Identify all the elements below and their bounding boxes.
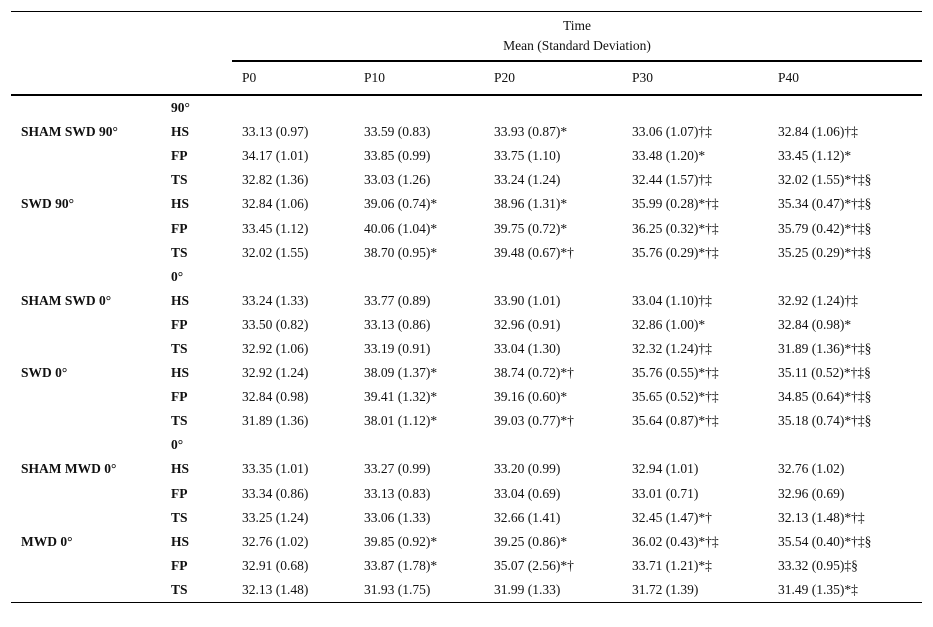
- value-cell: 35.54 (0.40)*†‡§: [778, 533, 872, 549]
- table-row: [11, 409, 922, 433]
- table-row: [11, 482, 922, 506]
- site-label: FP: [171, 316, 188, 332]
- value-cell: 32.45 (1.47)*†: [632, 509, 712, 525]
- value-cell: 38.70 (0.95)*: [364, 244, 438, 260]
- value-cell: 32.66 (1.41): [494, 509, 561, 525]
- value-cell: 31.89 (1.36)*†‡§: [778, 340, 872, 356]
- site-label: FP: [171, 389, 188, 405]
- value-cell: 33.04 (0.69): [494, 485, 561, 501]
- value-cell: 38.74 (0.72)*†: [494, 365, 574, 381]
- group-label: SWD 0°: [21, 365, 68, 381]
- value-cell: 35.76 (0.55)*†‡: [632, 365, 719, 381]
- value-cell: 33.04 (1.10)†‡: [632, 292, 712, 308]
- site-label: TS: [171, 244, 188, 260]
- value-cell: 31.93 (1.75): [354, 578, 484, 603]
- table-row: [11, 168, 922, 192]
- value-cell: 33.13 (0.83): [364, 485, 431, 501]
- value-cell: [484, 433, 622, 457]
- value-cell: 33.87 (1.78)*: [364, 557, 438, 573]
- value-cell: [768, 265, 922, 289]
- value-cell: 33.01 (0.71): [632, 485, 699, 501]
- value-cell: 39.48 (0.67)*†: [494, 244, 574, 260]
- value-cell: 35.76 (0.29)*†‡: [632, 244, 719, 260]
- value-cell: 33.50 (0.82): [242, 316, 309, 332]
- table-row: [11, 289, 922, 313]
- value-cell: 33.25 (1.24): [242, 509, 309, 525]
- value-cell: 33.45 (1.12)*: [778, 148, 852, 164]
- value-cell: 32.86 (1.00)*: [632, 316, 706, 332]
- table-row: [11, 95, 922, 120]
- value-cell: 32.13 (1.48): [232, 578, 354, 603]
- group-label: SHAM SWD 0°: [21, 292, 112, 308]
- value-cell: 38.01 (1.12)*: [364, 413, 438, 429]
- site-label: TS: [171, 413, 188, 429]
- stat-label: Mean (Standard Deviation): [503, 38, 651, 53]
- group-label: [11, 578, 166, 603]
- value-cell: 33.13 (0.86): [364, 316, 431, 332]
- value-cell: [484, 95, 622, 120]
- value-cell: 33.13 (0.97): [242, 124, 309, 140]
- value-cell: 40.06 (1.04)*: [364, 220, 438, 236]
- value-cell: 35.99 (0.28)*†‡: [632, 196, 719, 212]
- site-label: TS: [166, 578, 232, 603]
- group-label: [11, 337, 166, 361]
- value-cell: 32.76 (1.02): [242, 533, 309, 549]
- value-cell: 32.96 (0.69): [778, 485, 845, 501]
- value-cell: 33.20 (0.99): [494, 461, 561, 477]
- value-cell: 32.84 (0.98)*: [778, 316, 852, 332]
- value-cell: 39.03 (0.77)*†: [494, 413, 574, 429]
- value-cell: 33.85 (0.99): [364, 148, 431, 164]
- value-cell: 32.13 (1.48)*†‡: [778, 509, 865, 525]
- value-cell: 32.32 (1.24)†‡: [632, 340, 712, 356]
- value-cell: 39.41 (1.32)*: [364, 389, 438, 405]
- value-cell: 39.75 (0.72)*: [494, 220, 568, 236]
- value-cell: 35.11 (0.52)*†‡§: [778, 365, 871, 381]
- site-label: HS: [171, 124, 190, 140]
- value-cell: 31.49 (1.35)*‡: [768, 578, 922, 603]
- value-cell: 39.06 (0.74)*: [364, 196, 438, 212]
- value-cell: 32.94 (1.01): [632, 461, 699, 477]
- value-cell: 34.85 (0.64)*†‡§: [778, 389, 872, 405]
- group-label: [11, 433, 166, 457]
- value-cell: 35.64 (0.87)*†‡: [632, 413, 719, 429]
- group-label: SWD 90°: [21, 196, 75, 212]
- value-cell: 39.16 (0.60)*: [494, 389, 568, 405]
- value-cell: [622, 265, 768, 289]
- value-cell: 31.72 (1.39): [622, 578, 768, 603]
- table-row: [11, 554, 922, 578]
- table-header: [11, 12, 922, 96]
- column-header-p0: P0: [232, 61, 354, 95]
- value-cell: 35.79 (0.42)*†‡§: [778, 220, 872, 236]
- value-cell: 36.25 (0.32)*†‡: [632, 220, 719, 236]
- value-cell: [232, 265, 354, 289]
- value-cell: 32.92 (1.24)†‡: [778, 292, 858, 308]
- value-cell: 32.84 (0.98): [242, 389, 309, 405]
- site-label: HS: [171, 292, 190, 308]
- value-cell: [768, 433, 922, 457]
- site-label: HS: [171, 365, 190, 381]
- group-label: [11, 144, 166, 168]
- group-label: [11, 168, 166, 192]
- table-row: [11, 241, 922, 265]
- value-cell: [622, 95, 768, 120]
- site-label: 0°: [171, 268, 184, 284]
- value-cell: 33.32 (0.95)‡§: [778, 557, 858, 573]
- group-label: [11, 241, 166, 265]
- site-label: TS: [171, 172, 188, 188]
- column-header-p30: P30: [622, 61, 768, 95]
- value-cell: [354, 265, 484, 289]
- value-cell: [768, 95, 922, 120]
- group-label: [11, 216, 166, 240]
- value-cell: 31.99 (1.33): [484, 578, 622, 603]
- site-label: FP: [171, 557, 188, 573]
- value-cell: [232, 95, 354, 120]
- value-cell: 32.02 (1.55)*†‡§: [778, 172, 872, 188]
- value-cell: 32.02 (1.55): [242, 244, 309, 260]
- site-label: FP: [171, 220, 188, 236]
- value-cell: 33.35 (1.01): [242, 461, 309, 477]
- site-label: HS: [171, 196, 190, 212]
- data-table-container: [11, 11, 922, 603]
- value-cell: [622, 433, 768, 457]
- value-cell: 35.25 (0.29)*†‡§: [778, 244, 872, 260]
- value-cell: 33.34 (0.86): [242, 485, 309, 501]
- column-header-p40: P40: [768, 61, 922, 95]
- value-cell: 32.76 (1.02): [778, 461, 845, 477]
- table-row: [11, 265, 922, 289]
- value-cell: 32.92 (1.06): [242, 340, 309, 356]
- table-row: [11, 506, 922, 530]
- value-cell: 33.06 (1.33): [364, 509, 431, 525]
- table-body: [11, 95, 922, 602]
- site-label: 0°: [171, 437, 184, 453]
- column-header-p10: P10: [354, 61, 484, 95]
- value-cell: 38.96 (1.31)*: [494, 196, 568, 212]
- value-cell: 32.84 (1.06): [242, 196, 309, 212]
- site-label: 90°: [171, 100, 190, 116]
- site-label: HS: [171, 533, 190, 549]
- group-label: [11, 554, 166, 578]
- value-cell: 32.91 (0.68): [242, 557, 309, 573]
- value-cell: 35.18 (0.74)*†‡§: [778, 413, 872, 429]
- site-label: TS: [171, 340, 188, 356]
- group-label: MWD 0°: [21, 533, 73, 549]
- value-cell: 33.75 (1.10): [494, 148, 561, 164]
- table-row: [11, 385, 922, 409]
- table-row: [11, 578, 922, 603]
- table-row: [11, 216, 922, 240]
- table-row: [11, 457, 922, 481]
- value-cell: 32.82 (1.36): [242, 172, 309, 188]
- site-label: FP: [171, 485, 188, 501]
- table-row: [11, 120, 922, 144]
- value-cell: 32.84 (1.06)†‡: [778, 124, 858, 140]
- group-label: SHAM MWD 0°: [21, 461, 117, 477]
- value-cell: 33.93 (0.87)*: [494, 124, 568, 140]
- group-label: [11, 482, 166, 506]
- value-cell: 32.44 (1.57)†‡: [632, 172, 712, 188]
- value-cell: 38.09 (1.37)*: [364, 365, 438, 381]
- group-label: [11, 95, 166, 120]
- table-row: [11, 361, 922, 385]
- table-row: [11, 337, 922, 361]
- column-header-p20: P20: [484, 61, 622, 95]
- group-label: [11, 313, 166, 337]
- header-blank-cell: [11, 12, 232, 96]
- value-cell: [484, 265, 622, 289]
- value-cell: [354, 433, 484, 457]
- time-header-cell: [232, 12, 922, 62]
- value-cell: 36.02 (0.43)*†‡: [632, 533, 719, 549]
- value-cell: 31.89 (1.36): [242, 413, 309, 429]
- site-label: HS: [171, 461, 190, 477]
- group-label: [11, 506, 166, 530]
- time-label: Time: [563, 18, 592, 33]
- value-cell: 35.07 (2.56)*†: [494, 557, 574, 573]
- value-cell: 35.65 (0.52)*†‡: [632, 389, 719, 405]
- table-row: [11, 192, 922, 216]
- value-cell: 33.48 (1.20)*: [632, 148, 706, 164]
- value-cell: 39.85 (0.92)*: [364, 533, 438, 549]
- value-cell: 35.34 (0.47)*†‡§: [778, 196, 872, 212]
- table-row: [11, 433, 922, 457]
- value-cell: [354, 95, 484, 120]
- value-cell: 33.45 (1.12): [242, 220, 309, 236]
- group-label: [11, 385, 166, 409]
- value-cell: 34.17 (1.01): [242, 148, 309, 164]
- value-cell: 33.24 (1.24): [494, 172, 561, 188]
- value-cell: 32.92 (1.24): [242, 365, 309, 381]
- table-row: [11, 144, 922, 168]
- table-row: [11, 530, 922, 554]
- temperature-table: [11, 11, 922, 603]
- table-row: [11, 313, 922, 337]
- value-cell: 33.77 (0.89): [364, 292, 431, 308]
- value-cell: 33.27 (0.99): [364, 461, 431, 477]
- value-cell: [232, 433, 354, 457]
- value-cell: 33.06 (1.07)†‡: [632, 124, 712, 140]
- value-cell: 33.03 (1.26): [364, 172, 431, 188]
- value-cell: 33.71 (1.21)*‡: [632, 557, 712, 573]
- header-row-time: [11, 12, 922, 62]
- group-label: [11, 265, 166, 289]
- value-cell: 33.04 (1.30): [494, 340, 561, 356]
- value-cell: 33.90 (1.01): [494, 292, 561, 308]
- group-label: SHAM SWD 90°: [21, 124, 118, 140]
- value-cell: 39.25 (0.86)*: [494, 533, 568, 549]
- site-label: TS: [171, 509, 188, 525]
- value-cell: 33.24 (1.33): [242, 292, 309, 308]
- site-label: FP: [171, 148, 188, 164]
- value-cell: 33.59 (0.83): [364, 124, 431, 140]
- value-cell: 32.96 (0.91): [494, 316, 561, 332]
- value-cell: 33.19 (0.91): [364, 340, 431, 356]
- group-label: [11, 409, 166, 433]
